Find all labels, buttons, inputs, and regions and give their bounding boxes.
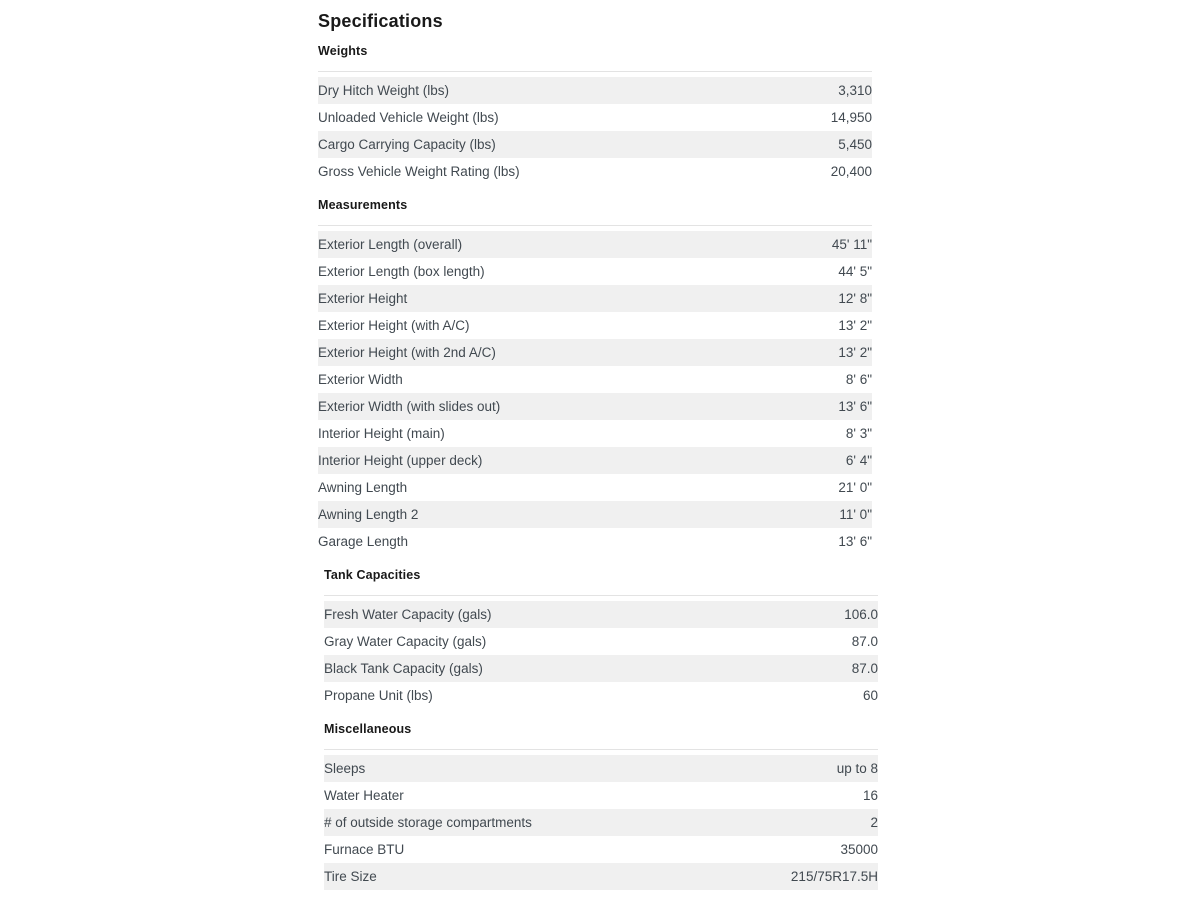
spec-row — [318, 131, 872, 158]
page-title: Specifications — [318, 11, 443, 31]
spec-value: 14,950 — [830, 110, 872, 125]
spec-label: Exterior Length (box length) — [318, 264, 485, 279]
spec-label: Exterior Height — [318, 291, 408, 306]
spec-section-miscellaneous — [324, 722, 878, 890]
spec-table-wrap — [318, 225, 872, 555]
spec-value: 11' 0" — [839, 507, 872, 522]
spec-table — [318, 231, 872, 555]
spec-row — [318, 104, 872, 131]
spec-label: Exterior Length (overall) — [318, 237, 463, 252]
spec-table-wrap — [324, 749, 878, 890]
spec-row — [318, 393, 872, 420]
section-heading: Weights — [318, 44, 368, 58]
spec-value: 20,400 — [830, 164, 872, 179]
spec-label: Gray Water Capacity (gals) — [324, 634, 487, 649]
spec-label: Dry Hitch Weight (lbs) — [318, 83, 450, 98]
spec-row — [324, 628, 878, 655]
spec-row — [318, 474, 872, 501]
spec-label: Exterior Width — [318, 372, 403, 387]
spec-label: Awning Length 2 — [318, 507, 419, 522]
spec-row — [318, 528, 872, 555]
spec-label: Fresh Water Capacity (gals) — [324, 607, 492, 622]
spec-row — [324, 601, 878, 628]
spec-row — [318, 447, 872, 474]
spec-label: Propane Unit (lbs) — [324, 688, 433, 703]
spec-section-tank-capacities — [324, 568, 878, 709]
spec-label: Exterior Width (with slides out) — [318, 399, 501, 414]
spec-value: 16 — [862, 788, 878, 803]
spec-row — [318, 312, 872, 339]
spec-table-body — [318, 77, 872, 185]
spec-value: 5,450 — [838, 137, 872, 152]
spec-table-wrap — [324, 595, 878, 709]
spec-table-body — [318, 231, 872, 555]
spec-row — [318, 258, 872, 285]
spec-value: up to 8 — [836, 761, 878, 776]
spec-row — [324, 809, 878, 836]
spec-label: Interior Height (upper deck) — [318, 453, 483, 468]
spec-label: Water Heater — [324, 788, 404, 803]
spec-label: Cargo Carrying Capacity (lbs) — [318, 137, 496, 152]
spec-value: 35000 — [840, 842, 878, 857]
spec-label: Gross Vehicle Weight Rating (lbs) — [318, 164, 520, 179]
section-heading: Tank Capacities — [324, 568, 421, 582]
spec-row — [324, 682, 878, 709]
spec-label: Interior Height (main) — [318, 426, 445, 441]
spec-value: 8' 3" — [845, 426, 872, 441]
spec-label: Sleeps — [324, 761, 366, 776]
spec-row — [318, 231, 872, 258]
spec-table — [324, 755, 878, 890]
spec-label: # of outside storage compartments — [324, 815, 532, 830]
spec-row — [324, 782, 878, 809]
spec-value: 13' 6" — [838, 534, 872, 549]
spec-row — [318, 285, 872, 312]
spec-value: 87.0 — [851, 661, 878, 676]
spec-row — [318, 420, 872, 447]
spec-row — [324, 863, 878, 890]
spec-label: Garage Length — [318, 534, 409, 549]
spec-label: Exterior Height (with 2nd A/C) — [318, 345, 496, 360]
spec-section-weights — [318, 44, 872, 185]
spec-value: 44' 5" — [838, 264, 872, 279]
spec-label: Tire Size — [324, 869, 377, 884]
spec-sections — [318, 44, 880, 890]
spec-row — [324, 655, 878, 682]
spec-table — [324, 601, 878, 709]
spec-row — [318, 501, 872, 528]
spec-table — [318, 77, 872, 185]
spec-value: 87.0 — [851, 634, 878, 649]
spec-row — [318, 158, 872, 185]
spec-label: Exterior Height (with A/C) — [318, 318, 470, 333]
spec-value: 60 — [862, 688, 878, 703]
spec-value: 6' 4" — [845, 453, 872, 468]
spec-value: 13' 2" — [838, 318, 872, 333]
spec-value: 215/75R17.5H — [790, 869, 878, 884]
spec-value: 21' 0" — [838, 480, 872, 495]
spec-row — [318, 77, 872, 104]
spec-value: 45' 11" — [831, 237, 872, 252]
spec-table-wrap — [318, 71, 872, 185]
spec-table-body — [324, 755, 878, 890]
spec-label: Black Tank Capacity (gals) — [324, 661, 483, 676]
spec-value: 2 — [870, 815, 878, 830]
spec-label: Unloaded Vehicle Weight (lbs) — [318, 110, 499, 125]
spec-value: 12' 8" — [838, 291, 872, 306]
section-heading: Miscellaneous — [324, 722, 412, 736]
spec-row — [318, 366, 872, 393]
spec-value: 8' 6" — [845, 372, 872, 387]
spec-label: Furnace BTU — [324, 842, 405, 857]
spec-value: 106.0 — [844, 607, 878, 622]
spec-table-body — [324, 601, 878, 709]
spec-section-measurements — [318, 198, 872, 555]
spec-value: 13' 6" — [838, 399, 872, 414]
spec-label: Awning Length — [318, 480, 408, 495]
spec-value: 3,310 — [838, 83, 872, 98]
spec-row — [324, 836, 878, 863]
spec-value: 13' 2" — [838, 345, 872, 360]
section-heading: Measurements — [318, 198, 408, 212]
spec-row — [318, 339, 872, 366]
spec-row — [324, 755, 878, 782]
